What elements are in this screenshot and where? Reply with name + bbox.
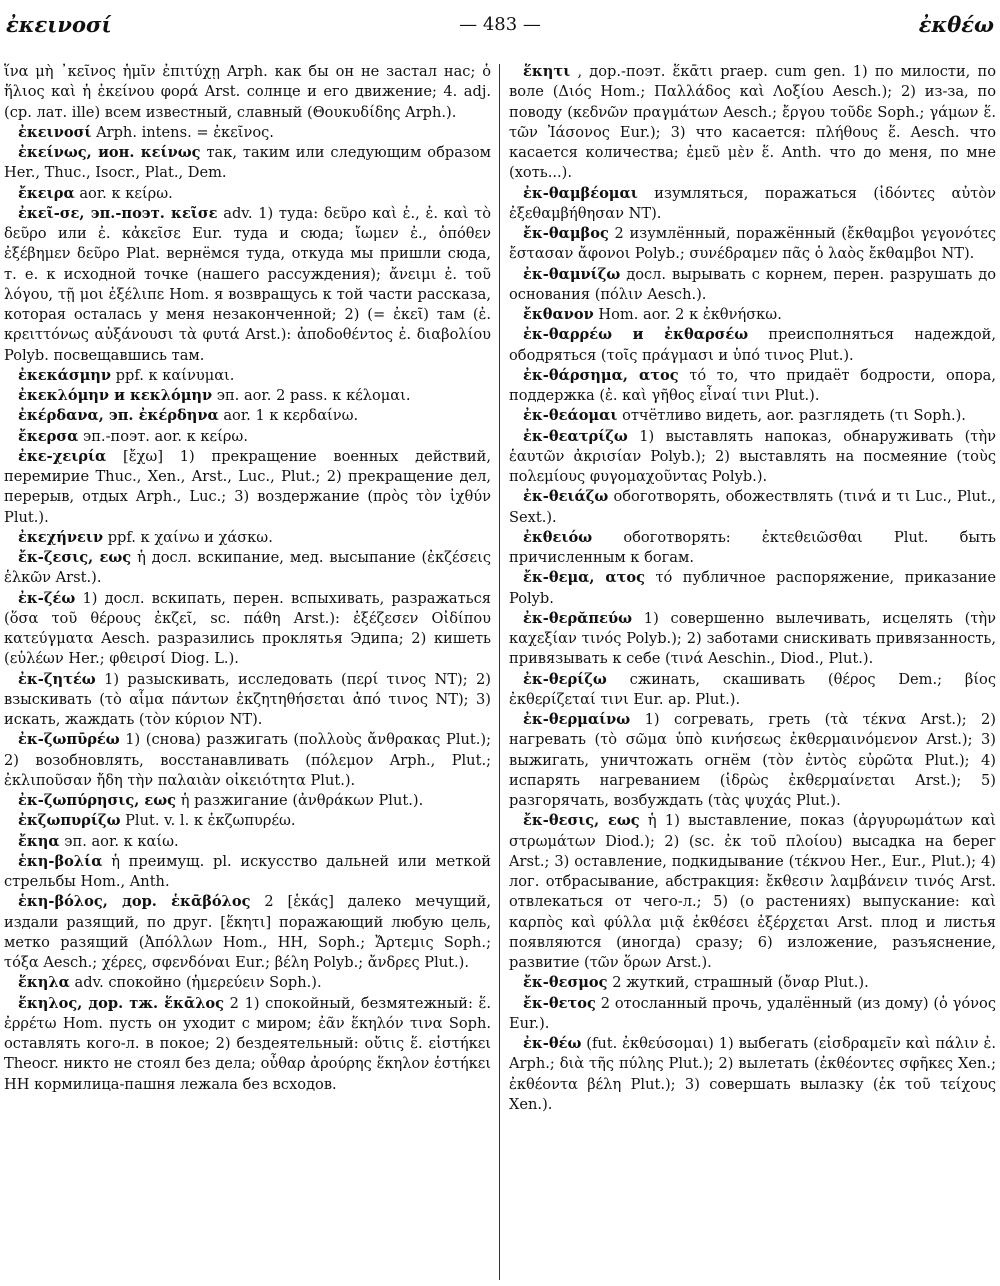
dictionary-entry [4, 143, 491, 184]
entry-definition: Arph. intens. = ἐκεῖνος. [96, 123, 274, 141]
entry-headword: ἐκ-ζέω [18, 589, 76, 607]
dictionary-entry [4, 123, 491, 143]
dictionary-entry [509, 184, 996, 225]
right-column [509, 62, 996, 1115]
entry-definition: 1) досл. вскипать, перен. вспыхивать, разражаться (ὅσα τοῦ θέρους ἐκζεῖ, sc. πάθη Arst.): ἐξέζεσεν Οἰδίπου κατεύγματα Aesch. разразились проклятья Эдипа; 2) кишеть (εὐλέων Her.; φθειρσί Diog. L.). [4, 589, 491, 668]
dictionary-entry [4, 406, 491, 426]
dictionary-entry [4, 204, 491, 366]
dictionary-entry [509, 670, 996, 711]
entry-definition: τό то, что придаёт бодрости, опора, поддержка (ἐ. καὶ γῆθος εἶναί τινι Plut.). [509, 366, 996, 404]
dictionary-entry [509, 325, 996, 366]
dictionary-entry [509, 62, 996, 184]
entry-definition: преисполняться надеждой, ободряться (τοῖς πράγμασι и ὑπό τινος Plut.). [509, 326, 996, 364]
entry-definition: сжинать, скашивать (θέρος Dem.; βίος ἐκθερίζεταί τινι Eur. ap. Plut.). [509, 670, 996, 708]
entry-definition: эп.-поэт. aor. к κείρω. [83, 427, 248, 445]
entry-definition: обоготворять: ἐκτεθειῶσθαι Plut. быть причисленным к богам. [509, 528, 996, 566]
entry-headword: ἔκ-θεμα, ατος [523, 569, 646, 587]
dictionary-entry [509, 528, 996, 569]
entry-headword: ἐκέρδανα, эп. ἐκέρδηνα [18, 407, 219, 425]
entry-headword: ἐκ-θεάομαι [523, 407, 618, 425]
entry-definition: (fut. ἐκθεύσομαι) 1) выбегать (εἰσδραμεῖν καὶ πάλιν ἐ. Arph.; διὰ τῆς πύλης Plut.); 2) вылетать (ἐκθέοντες σφῆκες Xen.; ἐκθέοντα βέλη Plut.); 3) совершать вылазку (ἐκ τοῦ τείχους Xen.). [509, 1035, 996, 1113]
entry-headword: ἔκ-θεσις, εως [523, 812, 640, 830]
running-head-right: ἐκθέω [918, 12, 994, 37]
entry-definition: τό публичное распоряжение, приказание Polyb. [509, 569, 996, 607]
entry-definition: ἡ разжигание (ἀνθράκων Plut.). [180, 792, 424, 809]
entry-definition: эп. aor. к καίω. [64, 832, 179, 850]
entry-definition: adv. 1) туда: δεῦρο καὶ ἐ., ἐ. καὶ τὸ δεῦρο или ἐ. κἀκεῖσε Eur. туда и сюда; ἴωμεν ἐ., ὁπόθεν ἐξέβημεν δεῦρο Plat. вернёмся туда, откуда мы пришли сюда, т. е. к исходной точке (нашего рассуждения); ἄνειμι ἐ. τοῦ λόγου, τῇ μοι ἐξέλιπε Hom. я возвращусь к той части рассказа, которая осталась у меня незаконченной; 2) (= ἐκεῖ) там (ἐ. κρειττόνως αὐξάνουσι τὰ φυτά Arst.): ἀποδοθέντος ἐ. διαβολίου Polyb. посвещавшись там. [4, 204, 491, 364]
page-number: — 483 — [459, 14, 541, 35]
entry-headword: ἐκ-θερμαίνω [523, 711, 631, 728]
entry-definition: отчётливо видеть, aor. разглядеть (τι Soph.). [622, 407, 966, 425]
dictionary-entry [4, 366, 491, 386]
entry-headword: ἐκ-θεατρίζω [523, 427, 628, 445]
entry-definition: эп. aor. 2 pass. к κέλομαι. [216, 387, 411, 404]
entry-definition: ppf. к καίνυμαι. [115, 366, 235, 384]
entry-headword: ἐκ-θαμβέομαι [523, 184, 638, 202]
entry-definition: aor. 1 к κερδαίνω. [223, 407, 359, 425]
dictionary-entry [509, 811, 996, 973]
entry-definition: , дор.-поэт. ἕκᾱτι praep. cum gen. 1) по милости, по воле (Διός Hom.; Παλλάδος καὶ Λοξίου Aesch.); 2) из-за, по поводу (κεδνῶν πραγμάτων Aesch.; ἔργου τοῦδε Soph.; γάμων ἕ. τῶν Ἰάσονος Eur.); 3) что касается: πλήθους ἕ. Aesch. что касается количества; ἐμεῦ μὲν ἕ. Anth. что до меня, по мне (хоть...). [509, 63, 996, 182]
entry-headword: ἐκεχήνειν [18, 528, 104, 546]
dictionary-entry [509, 427, 996, 488]
entry-definition: 1) (снова) разжигать (πολλοὺς ἄνθρακας Plut.); 2) возобновлять, восстанавливать (πόλεμον Arph., Plut.; ἐκλιποῦσαν ἤδη τὴν παλαιὰν οἰκειότητα Plut.). [4, 731, 491, 789]
entry-headword: ἐκεινοσί [18, 123, 92, 141]
entry-headword: ἐκζωπυρίζω [18, 812, 121, 830]
dictionary-entry [509, 973, 996, 993]
entry-headword: ἐκ-θαμνίζω [523, 265, 621, 283]
entry-headword: ἐκ-ζητέω [18, 670, 96, 688]
entry-definition: ἵνα μὴ ᾿κεῖνος ἡμῖν ἐπιτύχῃ Arph. как бы он не застал нас; ὁ ἥλιος καὶ ἡ ἐκείνου φορά Arst. солнце и его движение; 4. adj. (ср. лат. ille) всем известный, славный (Θουκυδίδης Arph.). [4, 63, 491, 121]
entry-headword: ἐκ-θαρρέω и ἐκθαρσέω [523, 326, 749, 344]
entry-headword: ἕκηλος, дор. тж. ἕκᾱλος [18, 994, 225, 1012]
entry-headword: ἐκ-θειάζω [523, 488, 609, 506]
dictionary-entry [4, 386, 491, 406]
entry-definition: досл. вырывать с корнем, перен. разрушать до основания (πόλιν Aesch.). [509, 265, 996, 303]
entry-definition: adv. спокойно (ἡμερεύειν Soph.). [74, 974, 322, 992]
dictionary-entry [4, 62, 491, 123]
dictionary-entry [4, 548, 491, 589]
entry-definition: так, таким или следующим образом Her., Thuc., Isocr., Plat., Dem. [4, 144, 491, 182]
dictionary-entry [509, 265, 996, 306]
dictionary-entry [4, 892, 491, 973]
entry-headword: ἐκεκάσμην [18, 366, 112, 384]
entry-headword: ἐκ-θάρσημα, ατος [523, 366, 679, 384]
page-header [6, 12, 994, 42]
entry-headword: ἐκεκλόμην и κεκλόμην [18, 387, 213, 404]
entry-headword: ἔκ-θεσμος [523, 974, 608, 992]
entry-definition: aor. к κείρω. [79, 184, 173, 202]
entry-definition: изумляться, поражаться (ἰδόντες αὐτὸν ἐξεθαμβήθησαν NT). [509, 184, 996, 222]
entry-definition: 2 [ἑκάς] далеко мечущий, издали разящий, по друг. [ἕκητι] поражающий любую цель, метко разящий (Ἀπόλλων Hom., HH, Soph.; Ἄρτεμις Soph.; τόξα Aesch.; χέρες, σφενδόναι Eur.; βέλη Polyb.; ἄνδρες Plut.). [4, 893, 491, 971]
dictionary-entry [509, 994, 996, 1035]
dictionary-entry [509, 366, 996, 407]
dictionary-entry [509, 224, 996, 265]
entry-definition: ἡ 1) выставление, показ (ἀργυρωμάτων καὶ στρωμάτων Diod.); 2) (sc. ἐκ τοῦ πλοίου) высадка на берег Arst.; 3) оставление, подкидывание (τέκνου Her., Eur., Plut.); 4) лог. отбрасывание, абстракция: ἔκθεσιν λαμβάνειν τινός Arst. отвлекаться от чего-л.; 5) (о растениях) выпускание: καὶ καρπὸς καὶ φύλλα μιᾷ ἐκθέσει ἐξέρχεται Arst. плод и листья появляются (иногда) сразу; 6) изложение, разъяснение, развитие (τῶν ὅρων Arst.). [509, 812, 996, 971]
entry-definition: ἡ преимущ. pl. искусство дальней или меткой стрельбы Hom., Anth. [4, 852, 491, 890]
entry-definition: Plut. v. l. к ἐκζωπυρέω. [125, 812, 296, 830]
entry-headword: ἔκ-θετος [523, 994, 596, 1012]
entry-definition: 1) выставлять напоказ, обнаруживать (τὴν ἑαυτῶν ἀκρισίαν Polyb.); 2) выставлять на посмеяние (τοὺς πολεμίους φυγομαχοῦντας Polyb.). [509, 427, 996, 485]
entry-definition: ἡ досл. вскипание, мед. высыпание (ἐκζέσεις ἑλκῶν Arst.). [4, 549, 491, 587]
entry-definition: 1) согревать, греть (τὰ τέκνα Arst.); 2) нагревать (τὸ σῶμα ὑπὸ κινήσεως ἐκθερμαινόμενον Arst.); 3) выжигать, уничтожать огнём (τὸν ἐντὸς εὐρῶτα Plut.); 4) испарять нагреванием (ἱδρὼς ἐκθερμαίνεται Arst.); 5) разгорячать, возбуждать (τὰς ψυχάς Plut.). [509, 711, 996, 809]
dictionary-entry [509, 710, 996, 811]
entry-headword: ἑκη-βόλος, дор. ἑκᾱβόλος [18, 893, 251, 911]
dictionary-entry [4, 791, 491, 811]
dictionary-entry [509, 487, 996, 528]
dictionary-entry [4, 670, 491, 731]
entry-headword: ἐκ-θερᾰπεύω [523, 609, 632, 627]
dictionary-entry [4, 427, 491, 447]
entry-headword: ἔκ-ζεσις, εως [18, 549, 132, 566]
dictionary-entry [509, 406, 996, 426]
entry-headword: ἕκητι [523, 63, 571, 80]
dictionary-entry [4, 447, 491, 528]
dictionary-entry [4, 184, 491, 204]
entry-definition: ppf. к χαίνω и χάσκω. [107, 528, 273, 546]
entry-headword: ἕκηλα [18, 974, 70, 992]
entry-headword: ἔκ-θαμβος [523, 225, 609, 242]
entry-definition: 2 изумлённый, поражённый (ἔκθαμβοι γεγονότες ἔστασαν ἄφονοι Polyb.; συνέδραμεν πᾶς ὁ λαὸς ἔκθαμβοι NT). [509, 225, 996, 263]
entry-headword: ἑκη-βολία [18, 852, 103, 870]
entry-definition: 2 жуткий, страшный (ὄναρ Plut.). [612, 974, 869, 992]
dictionary-entry [509, 1034, 996, 1115]
entry-headword: ἐκθειόω [523, 528, 593, 546]
entry-definition: 1) разыскивать, исследовать (περί τινος NT); 2) взыскивать (τὸ αἷμα πάντων ἐκζητηθήσεται ἀπό τινος NT); 3) искать, жаждать (τὸν κύριον NT). [4, 670, 491, 728]
dictionary-entry [509, 568, 996, 609]
dictionary-entry [4, 994, 491, 1095]
entry-definition: 2 1) спокойный, безмятежный: ἕ. ἐρρέτω Hom. пусть он уходит с миром; ἐᾶν ἕκηλόν τινα Soph. оставлять кого-л. в покое; 2) бездеятельный: οὔτις ἕ. εἱστήκει Theocr. никто не стоял без дела; οὖθαρ ἀρούρης ἕκηλον ἑστήκει HH кормилица-пашня лежала без всходов. [4, 994, 491, 1093]
entry-definition: 1) совершенно вылечивать, исцелять (τὴν καχεξίαν τινός Polyb.); 2) заботами снискивать привязанность, привязывать к себе (τινά Aeschin., Diod., Plut.). [509, 609, 996, 668]
running-head-left: ἐκεινοσί [6, 12, 112, 37]
dictionary-entry [4, 852, 491, 893]
column-divider [499, 64, 500, 1280]
dictionary-entry [4, 811, 491, 831]
entry-headword: ἐκ-θέω [523, 1035, 582, 1052]
dictionary-entry [4, 528, 491, 548]
entry-headword: ἐκ-ζωπῡρέω [18, 731, 120, 749]
dictionary-entry [4, 973, 491, 993]
entry-headword: ἐκε-χειρία [18, 447, 107, 465]
entry-definition: обоготворять, обожествлять (τινά и τι Luc., Plut., Sext.). [509, 488, 996, 526]
dictionary-entry [4, 589, 491, 670]
entry-headword: ἔκθανον [523, 306, 594, 323]
dictionary-entry [509, 305, 996, 325]
dictionary-entry [4, 832, 491, 852]
entry-headword: ἐκεῖ-σε, эп.-поэт. κεῖσε [18, 204, 218, 222]
entry-headword: ἐκείνως, ион. κείνως [18, 144, 201, 161]
entry-definition: 2 отосланный прочь, удалённый (из дому) (ὁ γόνος Eur.). [509, 994, 996, 1032]
dictionary-entry [509, 609, 996, 670]
dictionary-entry [4, 730, 491, 791]
entry-headword: ἐκ-θερίζω [523, 670, 607, 688]
left-column [4, 62, 491, 1095]
entry-definition: [ἔχω] 1) прекращение военных действий, перемирие Thuc., Xen., Arst., Luc., Plut.; 2) прекращение дел, перерыв, отдых Arph., Luc.; 3) воздержание (πρὸς τὸν ἰχθύν Plut.). [4, 447, 491, 526]
entry-definition: Hom. aor. 2 к ἐκθνήσκω. [598, 306, 782, 323]
entry-headword: ἔκερσα [18, 427, 79, 445]
entry-headword: ἔκηα [18, 832, 60, 850]
entry-headword: ἔκειρα [18, 184, 75, 202]
entry-headword: ἐκ-ζωπύρησις, εως [18, 792, 177, 809]
